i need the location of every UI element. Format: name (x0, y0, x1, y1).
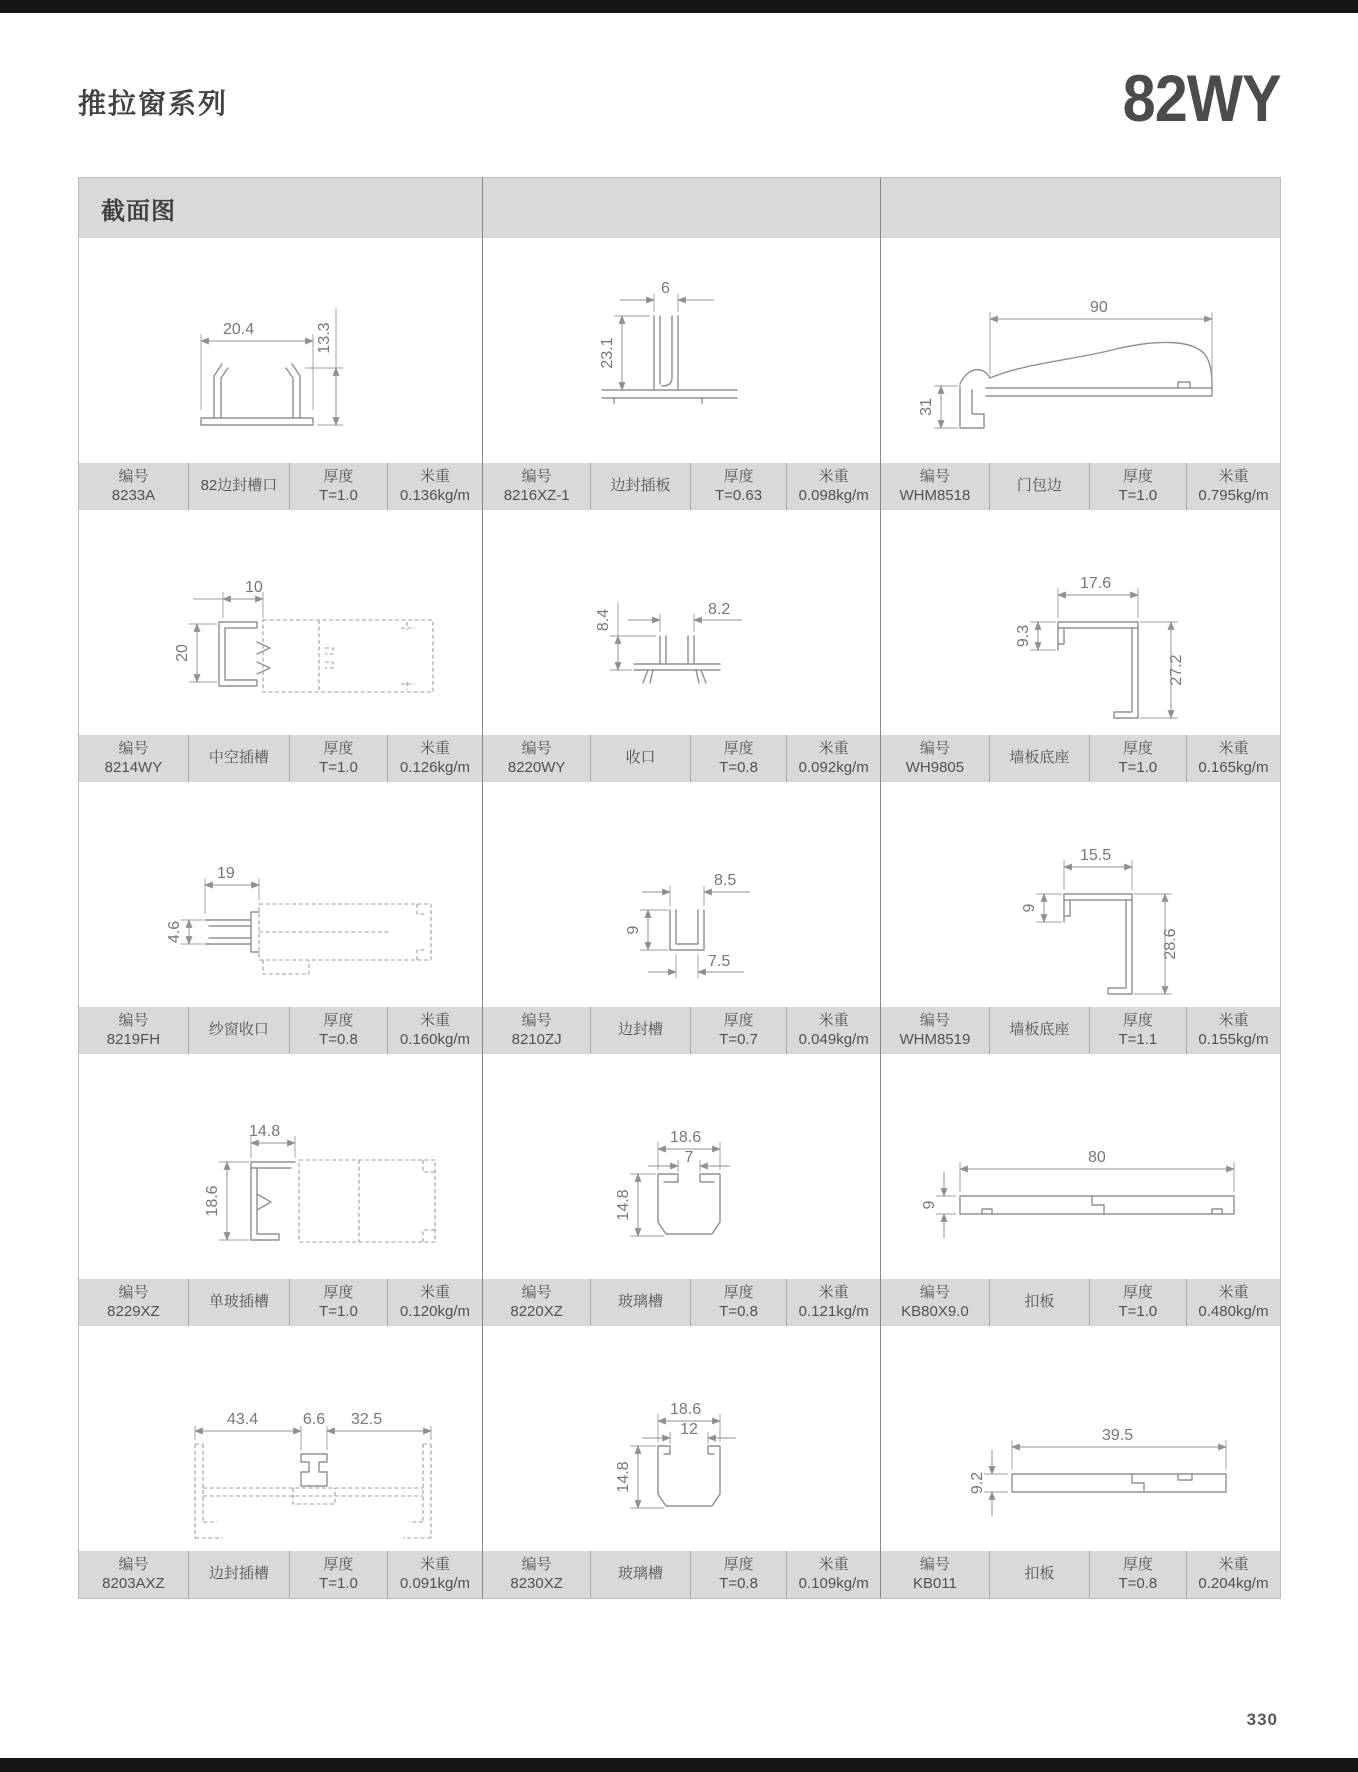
name-value: 墙板底座 (1009, 1021, 1070, 1039)
weight-value: 0.155kg/m (1198, 1030, 1269, 1048)
thickness-label: 厚度 (323, 1012, 354, 1030)
model-title: 82WY (1122, 61, 1281, 135)
name-value: 边封插板 (610, 477, 671, 495)
cross-section-8233A (101, 238, 461, 463)
weight-value: 0.109kg/m (798, 1574, 869, 1592)
spec-thickness (690, 463, 787, 510)
spec-thickness (1089, 463, 1186, 510)
dimension-label: 7 (684, 1149, 693, 1166)
spec-code (881, 1279, 989, 1326)
dimension-label: 14.8 (248, 1123, 280, 1140)
profile-cell-8230XZ (483, 1326, 881, 1598)
spec-thickness (1089, 735, 1186, 782)
page-header (78, 61, 1281, 156)
spec-name (188, 1279, 289, 1326)
profile-drawing (79, 1326, 482, 1551)
weight-value: 0.480kg/m (1198, 1302, 1269, 1320)
thickness-value: T=0.8 (719, 1302, 758, 1320)
dimension-label: 9.2 (968, 1471, 986, 1495)
spec-thickness (289, 1279, 387, 1326)
name-value: 纱窗收口 (208, 1021, 269, 1039)
spec-weight (387, 735, 482, 782)
weight-label: 米重 (419, 1012, 450, 1030)
spec-row (483, 463, 880, 510)
code-label: 编号 (118, 468, 149, 486)
thickness-label: 厚度 (1122, 468, 1153, 486)
profile-cell-WHM8519 (881, 782, 1280, 1054)
thickness-label: 厚度 (1122, 1012, 1153, 1030)
thickness-label: 厚度 (323, 1284, 354, 1302)
table-row (79, 1054, 1280, 1326)
thickness-value: T=1.0 (1118, 486, 1158, 504)
weight-value: 0.121kg/m (798, 1302, 869, 1320)
spec-code (483, 463, 590, 510)
thickness-label: 厚度 (323, 1556, 354, 1574)
section-table (78, 177, 1281, 1599)
weight-value: 0.204kg/m (1198, 1574, 1269, 1592)
profile-drawing (881, 1326, 1280, 1551)
spec-thickness (690, 1551, 787, 1598)
spec-weight (387, 1279, 482, 1326)
name-value: 边封槽 (618, 1021, 664, 1039)
code-value: WHM8518 (899, 486, 971, 504)
weight-label: 米重 (818, 1556, 849, 1574)
spec-code (881, 1007, 989, 1054)
spec-weight (1186, 1279, 1280, 1326)
spec-weight (786, 463, 880, 510)
weight-value: 0.165kg/m (1198, 758, 1269, 776)
name-value: 收口 (625, 749, 656, 767)
dimension-label: 8.5 (713, 872, 736, 889)
dimension-label: 9 (920, 1200, 938, 1210)
dimension-label: 18.6 (203, 1185, 221, 1217)
code-label: 编号 (521, 1012, 552, 1030)
page-number: 330 (1246, 1710, 1278, 1729)
table-header-cell (79, 178, 483, 238)
profile-drawing (881, 510, 1280, 735)
code-value: WH9805 (905, 758, 965, 776)
thickness-value: T=0.8 (1118, 1574, 1158, 1592)
weight-label: 米重 (818, 1012, 849, 1030)
profile-drawing (483, 510, 880, 735)
spec-row (881, 1007, 1280, 1054)
cross-section-8214WY (101, 510, 461, 735)
thickness-value: T=1.0 (319, 1574, 358, 1592)
spec-code (881, 463, 989, 510)
cross-section-8203AXZ (101, 1326, 461, 1551)
spec-row (881, 1279, 1280, 1326)
spec-name (188, 1551, 289, 1598)
spec-thickness (690, 735, 787, 782)
code-label: 编号 (118, 740, 149, 758)
weight-label: 米重 (1218, 1284, 1249, 1302)
profile-cell-WH9805 (881, 510, 1280, 782)
code-label: 编号 (118, 1284, 149, 1302)
spec-row (483, 1279, 880, 1326)
spec-name (590, 735, 690, 782)
profile-drawing (79, 238, 482, 463)
weight-label: 米重 (1218, 468, 1249, 486)
table-header-cell (483, 178, 881, 238)
profile-drawing (881, 1054, 1280, 1279)
spec-thickness (690, 1007, 787, 1054)
code-label: 编号 (919, 1284, 950, 1302)
dimension-label: 18.6 (669, 1401, 701, 1418)
thickness-label: 厚度 (723, 1284, 754, 1302)
spec-name (590, 1007, 690, 1054)
spec-thickness (1089, 1007, 1186, 1054)
thickness-label: 厚度 (723, 740, 754, 758)
spec-weight (387, 1551, 482, 1598)
dimension-label: 13.3 (315, 322, 333, 354)
profile-cell-8219FH (79, 782, 483, 1054)
cross-section-8219FH (101, 782, 461, 1007)
dimension-label: 8.4 (594, 608, 612, 632)
bottom-black-bar (0, 1758, 1358, 1772)
profile-cell-8233A (79, 238, 483, 510)
code-label: 编号 (919, 740, 950, 758)
cross-section-8220WY (502, 510, 862, 735)
dimension-label: 31 (917, 398, 935, 416)
code-label: 编号 (521, 468, 552, 486)
weight-value: 0.092kg/m (798, 758, 869, 776)
spec-name (989, 1007, 1089, 1054)
thickness-value: T=0.8 (719, 1574, 758, 1592)
dimension-label: 14.8 (614, 1461, 632, 1493)
table-row (79, 510, 1280, 782)
table-header-cell (881, 178, 1280, 238)
code-value: KB80X9.0 (901, 1302, 969, 1320)
profile-cell-8220WY (483, 510, 881, 782)
code-label: 编号 (521, 1556, 552, 1574)
dimension-label: 20.4 (222, 321, 254, 338)
dimension-label: 7.5 (707, 953, 730, 970)
name-value: 边封插槽 (208, 1565, 269, 1583)
spec-code (79, 1007, 188, 1054)
spec-weight (786, 735, 880, 782)
spec-code (79, 463, 188, 510)
spec-code (79, 1551, 188, 1598)
dimension-label: 18.6 (669, 1129, 701, 1146)
weight-value: 0.126kg/m (399, 758, 470, 776)
code-value: WHM8519 (899, 1030, 971, 1048)
name-value: 82边封槽口 (200, 477, 278, 495)
table-row (79, 782, 1280, 1054)
spec-code (79, 735, 188, 782)
weight-value: 0.098kg/m (798, 486, 869, 504)
profile-drawing (881, 782, 1280, 1007)
dimension-label: 8.2 (707, 601, 730, 618)
spec-name (989, 1551, 1089, 1598)
name-value: 玻璃槽 (618, 1565, 664, 1583)
spec-weight (387, 463, 482, 510)
code-label: 编号 (521, 1284, 552, 1302)
thickness-value: T=1.0 (319, 1302, 358, 1320)
thickness-value: T=0.8 (719, 758, 758, 776)
dimension-label: 80 (1087, 1149, 1106, 1166)
spec-name (188, 463, 289, 510)
spec-thickness (289, 463, 387, 510)
profile-cell-8216XZ-1 (483, 238, 881, 510)
thickness-value: T=0.8 (319, 1030, 358, 1048)
dimension-label: 19 (216, 865, 235, 882)
profile-drawing (483, 1326, 880, 1551)
spec-weight (387, 1007, 482, 1054)
code-label: 编号 (919, 468, 950, 486)
spec-weight (1186, 1551, 1280, 1598)
cross-section-8210ZJ (502, 782, 862, 1007)
top-black-bar (0, 0, 1358, 13)
profile-cell-8220XZ (483, 1054, 881, 1326)
spec-row (881, 463, 1280, 510)
dimension-label: 20 (173, 644, 191, 662)
spec-name (590, 463, 690, 510)
spec-weight (1186, 463, 1280, 510)
spec-code (483, 1279, 590, 1326)
dimension-label: 12 (679, 1421, 698, 1438)
spec-row (79, 1551, 482, 1598)
code-value: 8220XZ (510, 1302, 563, 1320)
spec-thickness (289, 735, 387, 782)
dimension-label: 9 (624, 925, 642, 935)
spec-code (483, 1007, 590, 1054)
cross-section-WHM8518 (882, 238, 1280, 463)
code-value: 8210ZJ (511, 1030, 562, 1048)
spec-code (483, 1551, 590, 1598)
weight-label: 米重 (1218, 1556, 1249, 1574)
thickness-value: T=0.63 (715, 486, 763, 504)
profile-drawing (483, 1054, 880, 1279)
code-value: 8219FH (106, 1030, 161, 1048)
thickness-label: 厚度 (1122, 740, 1153, 758)
code-value: 8220WY (507, 758, 566, 776)
weight-value: 0.091kg/m (399, 1574, 470, 1592)
spec-row (79, 735, 482, 782)
spec-thickness (289, 1007, 387, 1054)
profile-cell-8210ZJ (483, 782, 881, 1054)
spec-row (881, 1551, 1280, 1598)
dimension-label: 27.2 (1167, 654, 1185, 686)
code-label: 编号 (118, 1012, 149, 1030)
code-value: 8216XZ-1 (503, 486, 570, 504)
cross-section-8230XZ (502, 1326, 862, 1551)
dimension-label: 28.6 (1161, 928, 1179, 960)
spec-row (79, 1279, 482, 1326)
name-value: 单玻插槽 (208, 1293, 269, 1311)
weight-value: 0.136kg/m (399, 486, 470, 504)
profile-drawing (881, 238, 1280, 463)
thickness-label: 厚度 (723, 1012, 754, 1030)
thickness-label: 厚度 (323, 740, 354, 758)
cross-section-KB011 (882, 1326, 1280, 1551)
spec-name (989, 735, 1089, 782)
weight-value: 0.049kg/m (798, 1030, 869, 1048)
weight-value: 0.795kg/m (1198, 486, 1269, 504)
dimension-label: 90 (1089, 299, 1108, 316)
profile-drawing (79, 782, 482, 1007)
spec-row (483, 735, 880, 782)
name-value: 扣板 (1024, 1565, 1055, 1583)
profile-cell-8229XZ (79, 1054, 483, 1326)
spec-thickness (1089, 1551, 1186, 1598)
profile-cell-WHM8518 (881, 238, 1280, 510)
spec-name (989, 463, 1089, 510)
code-value: 8214WY (104, 758, 163, 776)
code-value: 8233A (111, 486, 156, 504)
weight-label: 米重 (419, 740, 450, 758)
spec-name (590, 1279, 690, 1326)
profile-drawing (79, 1054, 482, 1279)
profile-cell-KB80X9.0 (881, 1054, 1280, 1326)
thickness-label: 厚度 (323, 468, 354, 486)
dimension-label: 17.6 (1079, 575, 1111, 592)
thickness-label: 厚度 (1122, 1284, 1153, 1302)
code-label: 编号 (118, 1556, 149, 1574)
code-value: 8230XZ (510, 1574, 563, 1592)
dimension-label: 6 (660, 280, 670, 297)
cross-section-WH9805 (882, 510, 1280, 735)
table-header-row (79, 178, 1280, 238)
spec-weight (786, 1279, 880, 1326)
spec-weight (1186, 1007, 1280, 1054)
spec-row (881, 735, 1280, 782)
spec-name (188, 1007, 289, 1054)
thickness-value: T=1.0 (319, 758, 358, 776)
section-header-label: 截面图 (101, 197, 176, 225)
spec-row (79, 463, 482, 510)
dimension-label: 43.4 (226, 1411, 258, 1428)
weight-label: 米重 (419, 468, 450, 486)
weight-value: 0.160kg/m (399, 1030, 470, 1048)
weight-label: 米重 (818, 1284, 849, 1302)
spec-thickness (690, 1279, 787, 1326)
weight-label: 米重 (818, 468, 849, 486)
series-title: 推拉窗系列 (78, 88, 229, 119)
weight-label: 米重 (1218, 740, 1249, 758)
weight-label: 米重 (419, 1556, 450, 1574)
dimension-label: 6.6 (302, 1411, 325, 1428)
dimension-label: 4.6 (165, 920, 183, 944)
dimension-label: 10 (244, 579, 263, 596)
name-value: 玻璃槽 (618, 1293, 664, 1311)
spec-code (881, 1551, 989, 1598)
cross-section-8216XZ-1 (502, 238, 862, 463)
profile-drawing (79, 510, 482, 735)
profile-cell-8203AXZ (79, 1326, 483, 1598)
spec-weight (1186, 735, 1280, 782)
cross-section-KB80X9.0 (882, 1054, 1280, 1279)
spec-weight (786, 1551, 880, 1598)
code-value: KB011 (912, 1574, 957, 1592)
thickness-value: T=1.0 (319, 486, 358, 504)
spec-row (483, 1007, 880, 1054)
dimension-label: 9.3 (1014, 624, 1032, 648)
code-value: 8229XZ (107, 1302, 160, 1320)
name-value: 门包边 (1016, 477, 1062, 495)
spec-code (881, 735, 989, 782)
name-value: 扣板 (1024, 1293, 1055, 1311)
code-label: 编号 (919, 1012, 950, 1030)
thickness-value: T=1.0 (1118, 1302, 1158, 1320)
dimension-label: 14.8 (614, 1189, 632, 1221)
weight-label: 米重 (419, 1284, 450, 1302)
table-row (79, 238, 1280, 510)
name-value: 墙板底座 (1009, 749, 1070, 767)
thickness-label: 厚度 (723, 1556, 754, 1574)
spec-name (188, 735, 289, 782)
code-label: 编号 (919, 1556, 950, 1574)
spec-code (483, 735, 590, 782)
thickness-value: T=1.1 (1118, 1030, 1158, 1048)
spec-name (989, 1279, 1089, 1326)
spec-name (590, 1551, 690, 1598)
table-row (79, 1326, 1280, 1598)
cross-section-8229XZ (101, 1054, 461, 1279)
name-value: 中空插槽 (208, 749, 269, 767)
thickness-value: T=0.7 (719, 1030, 758, 1048)
dimension-label: 9 (1020, 903, 1038, 913)
spec-row (79, 1007, 482, 1054)
weight-value: 0.120kg/m (399, 1302, 470, 1320)
weight-label: 米重 (818, 740, 849, 758)
profile-drawing (483, 238, 880, 463)
thickness-label: 厚度 (723, 468, 754, 486)
dimension-label: 32.5 (350, 1411, 382, 1428)
cross-section-8220XZ (502, 1054, 862, 1279)
spec-weight (786, 1007, 880, 1054)
profile-cell-8214WY (79, 510, 483, 782)
code-label: 编号 (521, 740, 552, 758)
thickness-value: T=1.0 (1118, 758, 1158, 776)
profile-cell-KB011 (881, 1326, 1280, 1598)
profile-drawing (483, 782, 880, 1007)
thickness-label: 厚度 (1122, 1556, 1153, 1574)
dimension-label: 23.1 (598, 337, 616, 369)
spec-thickness (289, 1551, 387, 1598)
cross-section-WHM8519 (882, 782, 1280, 1007)
code-value: 8203AXZ (102, 1574, 165, 1592)
dimension-label: 39.5 (1101, 1427, 1133, 1444)
weight-label: 米重 (1218, 1012, 1249, 1030)
spec-code (79, 1279, 188, 1326)
spec-thickness (1089, 1279, 1186, 1326)
dimension-label: 15.5 (1079, 847, 1111, 864)
spec-row (483, 1551, 880, 1598)
